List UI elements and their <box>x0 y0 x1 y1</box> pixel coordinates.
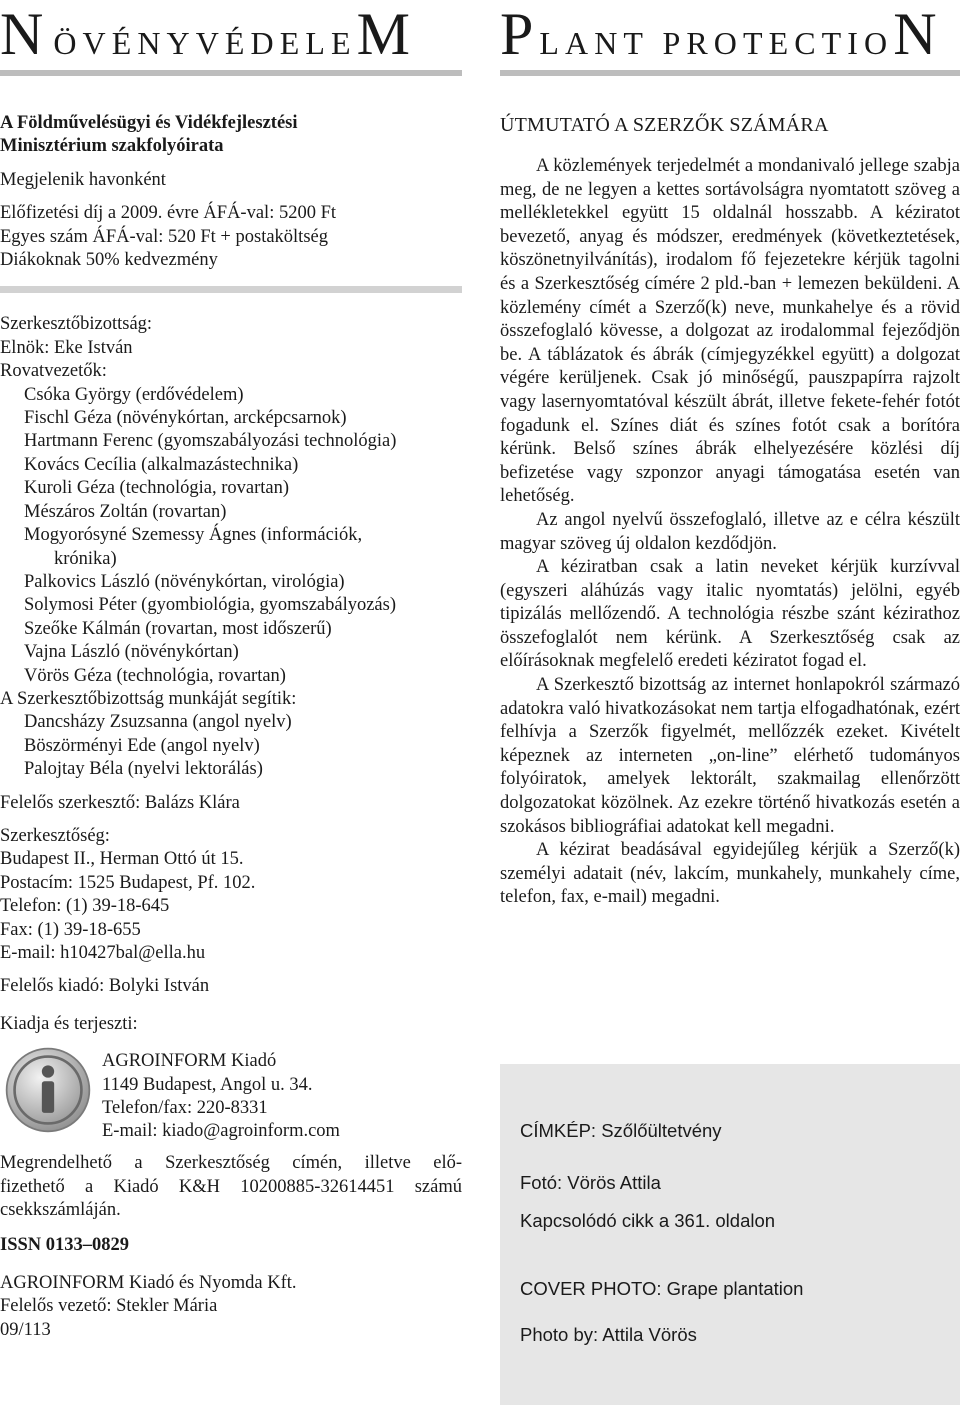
masthead-final: M <box>356 1 410 67</box>
helper-item: Dancsházy Zsuzsanna (angol nyelv) <box>24 712 292 733</box>
masthead-title-en <box>500 2 937 66</box>
editor-item: Mogyorósyné Szemessy Ágnes (információk, <box>24 525 363 546</box>
office-email: E-mail: h10427bal@ella.hu <box>0 943 206 963</box>
printer-line: 09/113 <box>0 1319 51 1340</box>
masthead-rule <box>500 70 960 76</box>
office-line: Postacím: 1525 Budapest, Pf. 102. <box>0 872 256 893</box>
distributor-line: Telefon/fax: 220-8331 <box>102 1098 268 1119</box>
divider-bar <box>0 286 462 293</box>
distributor-line: AGROINFORM Kiadó <box>102 1051 277 1072</box>
masthead-final: N <box>893 1 937 67</box>
cover-caption-hu: CÍMKÉP: Szőlőültetvény <box>520 1120 722 1141</box>
distributor-line: 1149 Budapest, Angol u. 34. <box>102 1074 313 1095</box>
distributor-address <box>102 1050 340 1144</box>
office-heading: Szerkesztőség: <box>0 825 110 846</box>
responsible-publisher: Felelős kiadó: Bolyki István <box>0 976 210 997</box>
printer-line: Felelős vezető: Stekler Mária <box>0 1296 218 1317</box>
editorial-office <box>0 825 462 965</box>
guide-paragraph: A kézirat beadásával egyidejűleg kérjük a Szerző(k) személyi adatait (név, lakcím, munkahely, munkahely címe, telefon, fax, e-mail) megadni. <box>500 840 960 908</box>
left-column <box>0 0 462 1342</box>
editor-item: Fischl Géza (növénykórtan, arcképcsarnok) <box>24 408 347 429</box>
guide-paragraph: A közlemények terjedelmét a mondanivaló jellege szabja meg, de ne legyen a kettes sortávolságra nyomtatott szöveg a mellékletekkel együtt 15 oldalnál hosszabb. A kéziratot bevezető, anyag és módszer, eredmények (következtetések, köszönetnyilvánítás), irodalom fő fejezetekre kérjük tagolni és a Szerkesztőség címére 2 pld.-ban + lemezen beküldeni. A közlemény címét a Szerző(k) neve, munkahelye és a rövid összefoglaló kövesse, a dolgozat az irodalommal fejeződjön be. A táblázatok és ábrák (címjegyzékkel együtt) a dolgozat végére kerüljenek. Csak jó minőségű, pauszpapírra rajzolt vagy lasernyomtatóval készült ábrát, illetve fekete-fehér fotót fogadunk el. Színes diát és színes fotót csak a borítóra kérünk. Belső színes ábrák elhelyezésére közlési díj befizetése vagy szponzor anyagi támogatása esetén van lehetőség. <box>500 156 960 507</box>
journal-line: Minisztérium szakfolyóirata <box>0 136 224 157</box>
editor-item: Csóka György (erdővédelem) <box>24 384 244 405</box>
editor-item: Kovács Cecília (alkalmazástechnika) <box>24 454 299 475</box>
printer-info <box>0 1272 462 1342</box>
cover-photo-credit-en: Photo by: Attila Vörös <box>520 1324 697 1345</box>
cover-caption-box <box>500 1064 960 1405</box>
board-heading: Szerkesztőbizottság: <box>0 314 153 335</box>
distribution <box>0 1013 462 1152</box>
issn: ISSN 0133–0829 <box>0 1235 130 1256</box>
guide-title: ÚTMUTATÓ A SZERZŐK SZÁMÁRA <box>500 114 829 136</box>
office-line: Budapest II., Herman Ottó út 15. <box>0 849 244 870</box>
masthead-title-hu <box>0 2 410 66</box>
cover-caption-en: COVER PHOTO: Grape plantation <box>520 1278 804 1299</box>
distributor-line: E-mail: kiado@agroinform.com <box>102 1121 340 1142</box>
editor-item: Hartmann Ferenc (gyomszabályozási technológia) <box>24 431 397 452</box>
price-line: Egyes szám ÁFÁ-val: 520 Ft + postaköltség <box>0 226 328 247</box>
editor-item: Kuroli Géza (technológia, rovartan) <box>24 478 290 499</box>
order-info <box>0 1152 462 1222</box>
editor-item: Szeőke Kálmán (rovartan, most időszerű) <box>24 618 332 639</box>
editor-item: Vajna László (növénykórtan) <box>24 642 239 663</box>
masthead-word: ÖVÉNYVÉDELE <box>53 25 357 61</box>
guide-paragraph: Az angol nyelvű összefoglaló, illetve az e célra készült magyar szöveg új oldalon kezdődjön. <box>500 509 960 554</box>
masthead-initial: N <box>0 1 44 67</box>
masthead-rule <box>0 70 462 76</box>
editor-item: Mészáros Zoltán (rovartan) <box>24 501 227 522</box>
helper-item: Palojtay Béla (nyelvi lektorálás) <box>24 759 263 780</box>
frequency: Megjelenik havonként <box>0 169 166 190</box>
price-line: Diákoknak 50% kedvezmény <box>0 250 218 271</box>
office-line: Telefon: (1) 39-18-645 <box>0 896 170 917</box>
editorial-board <box>0 313 462 781</box>
order-line: Megrendelhető a Szerkesztőség címén, illetve elő- <box>0 1153 462 1174</box>
masthead-initial: P <box>500 1 534 67</box>
order-line: fizethető a Kiadó K&H 10200885-32614451 számú <box>0 1176 462 1197</box>
masthead-right <box>500 0 960 76</box>
editor-item: Solymosi Péter (gyombiológia, gyomszabályozás) <box>24 595 396 616</box>
journal-line: A Földművelésügyi és Vidékfejlesztési <box>0 113 298 133</box>
price-line: Előfizetési díj a 2009. évre ÁFÁ-val: 5200 Ft <box>0 203 337 224</box>
order-line: csekkszámláján. <box>0 1200 121 1221</box>
helpers-heading: A Szerkesztőbizottság munkáját segítik: <box>0 688 297 709</box>
cover-photo-credit-hu: Fotó: Vörös Attila <box>520 1172 661 1193</box>
distributor-block <box>0 1042 462 1152</box>
guide-body <box>500 155 960 910</box>
editor-item-cont: krónika) <box>54 548 117 569</box>
printer-line: AGROINFORM Kiadó és Nyomda Kft. <box>0 1272 297 1293</box>
masthead-left <box>0 0 462 76</box>
editors-heading: Rovatvezetők: <box>0 361 107 382</box>
guide-paragraph: A kéziratban csak a latin neveket kérjük kurzívval (egyszeri aláhúzás vagy italic nyomtatás) jelölni, egyéb tipizálás mellőzendő. A technológia részbe szánt kézirathoz összefoglalót nem kérünk. A Szerkesztőség csak az előírásoknak megfelelő eredeti kéziratot fogad el. <box>500 557 960 672</box>
guide-paragraph: A Szerkesztő bizottság az internet honlapokról származó adatokra való hivatkozásokat nem tartja elfogadhatónak, ezért felhívja a Szerzők figyelmét, mellőzzék ezeket. Kivételt képeznek az interneten „on-line” elérhető tudományos folyóiratok, amelyek lektorált, szakmailag ellenőrzött dolgozatokat közölnek. Az ezekre történő hivatkozás esetén a szokásos bibliográfiai adatokat kell megadni. <box>500 675 960 837</box>
office-line: Fax: (1) 39-18-655 <box>0 919 141 940</box>
board-chair: Elnök: Eke István <box>0 337 133 358</box>
distribution-heading: Kiadja és terjeszti: <box>0 1013 138 1034</box>
info-i-icon <box>4 1046 92 1134</box>
editor-item: Palkovics László (növénykórtan, virológia) <box>24 571 345 592</box>
related-article: Kapcsolódó cikk a 361. oldalon <box>520 1210 776 1231</box>
editor-item: Vörös Géza (technológia, rovartan) <box>24 665 286 686</box>
publisher-info <box>0 112 462 272</box>
masthead-word: LANT PROTECTIO <box>539 25 894 61</box>
helper-item: Böszörményi Ede (angol nyelv) <box>24 735 260 756</box>
right-column <box>500 0 960 1345</box>
responsible-editor: Felelős szerkesztő: Balázs Klára <box>0 792 240 813</box>
